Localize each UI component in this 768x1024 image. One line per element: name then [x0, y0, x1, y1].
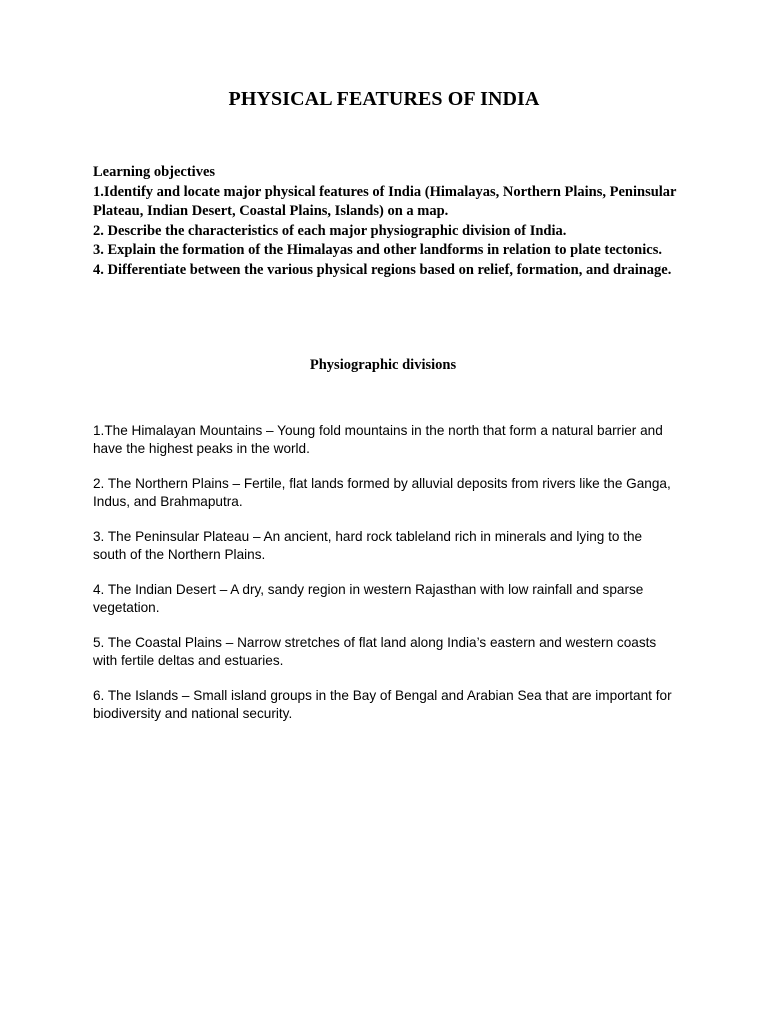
division-item: 4. The Indian Desert – A dry, sandy region in western Rajasthan with low rainfall and sparse vegetation.: [93, 582, 644, 616]
divisions-list: [93, 422, 678, 741]
objective-item: 4. Differentiate between the various physical regions based on relief, formation, and drainage.: [93, 261, 672, 278]
division-item: 5. The Coastal Plains – Narrow stretches of flat land along India’s eastern and western coasts with fertile deltas and estuaries.: [93, 635, 657, 669]
objective-item: 1.Identify and locate major physical features of India (Himalayas, Northern Plains, Peninsular Plateau, Indian Desert, Coastal Plains, Islands) on a map.: [93, 183, 677, 219]
document-title: PHYSICAL FEATURES OF INDIA: [228, 88, 540, 110]
division-item: 2. The Northern Plains – Fertile, flat lands formed by alluvial deposits from rivers like the Ganga, Indus, and Brahmaputra.: [93, 476, 671, 509]
objective-item: 3. Explain the formation of the Himalayas and other landforms in relation to plate tectonics.: [93, 242, 662, 258]
division-item: 6. The Islands – Small island groups in the Bay of Bengal and Arabian Sea that are important for biodiversity and national security.: [93, 688, 672, 722]
section-title: Physiographic divisions: [309, 357, 457, 373]
learning-objectives: [93, 163, 683, 280]
objectives-heading: Learning objectives: [93, 164, 216, 180]
division-item: 3. The Peninsular Plateau – An ancient, hard rock tableland rich in minerals and lying to the south of the Northern Plains.: [93, 529, 643, 562]
objective-item: 2. Describe the characteristics of each major physiographic division of India.: [93, 222, 567, 239]
division-item: 1.The Himalayan Mountains – Young fold mountains in the north that form a natural barrier and have the highest peaks in the world.: [93, 423, 663, 456]
